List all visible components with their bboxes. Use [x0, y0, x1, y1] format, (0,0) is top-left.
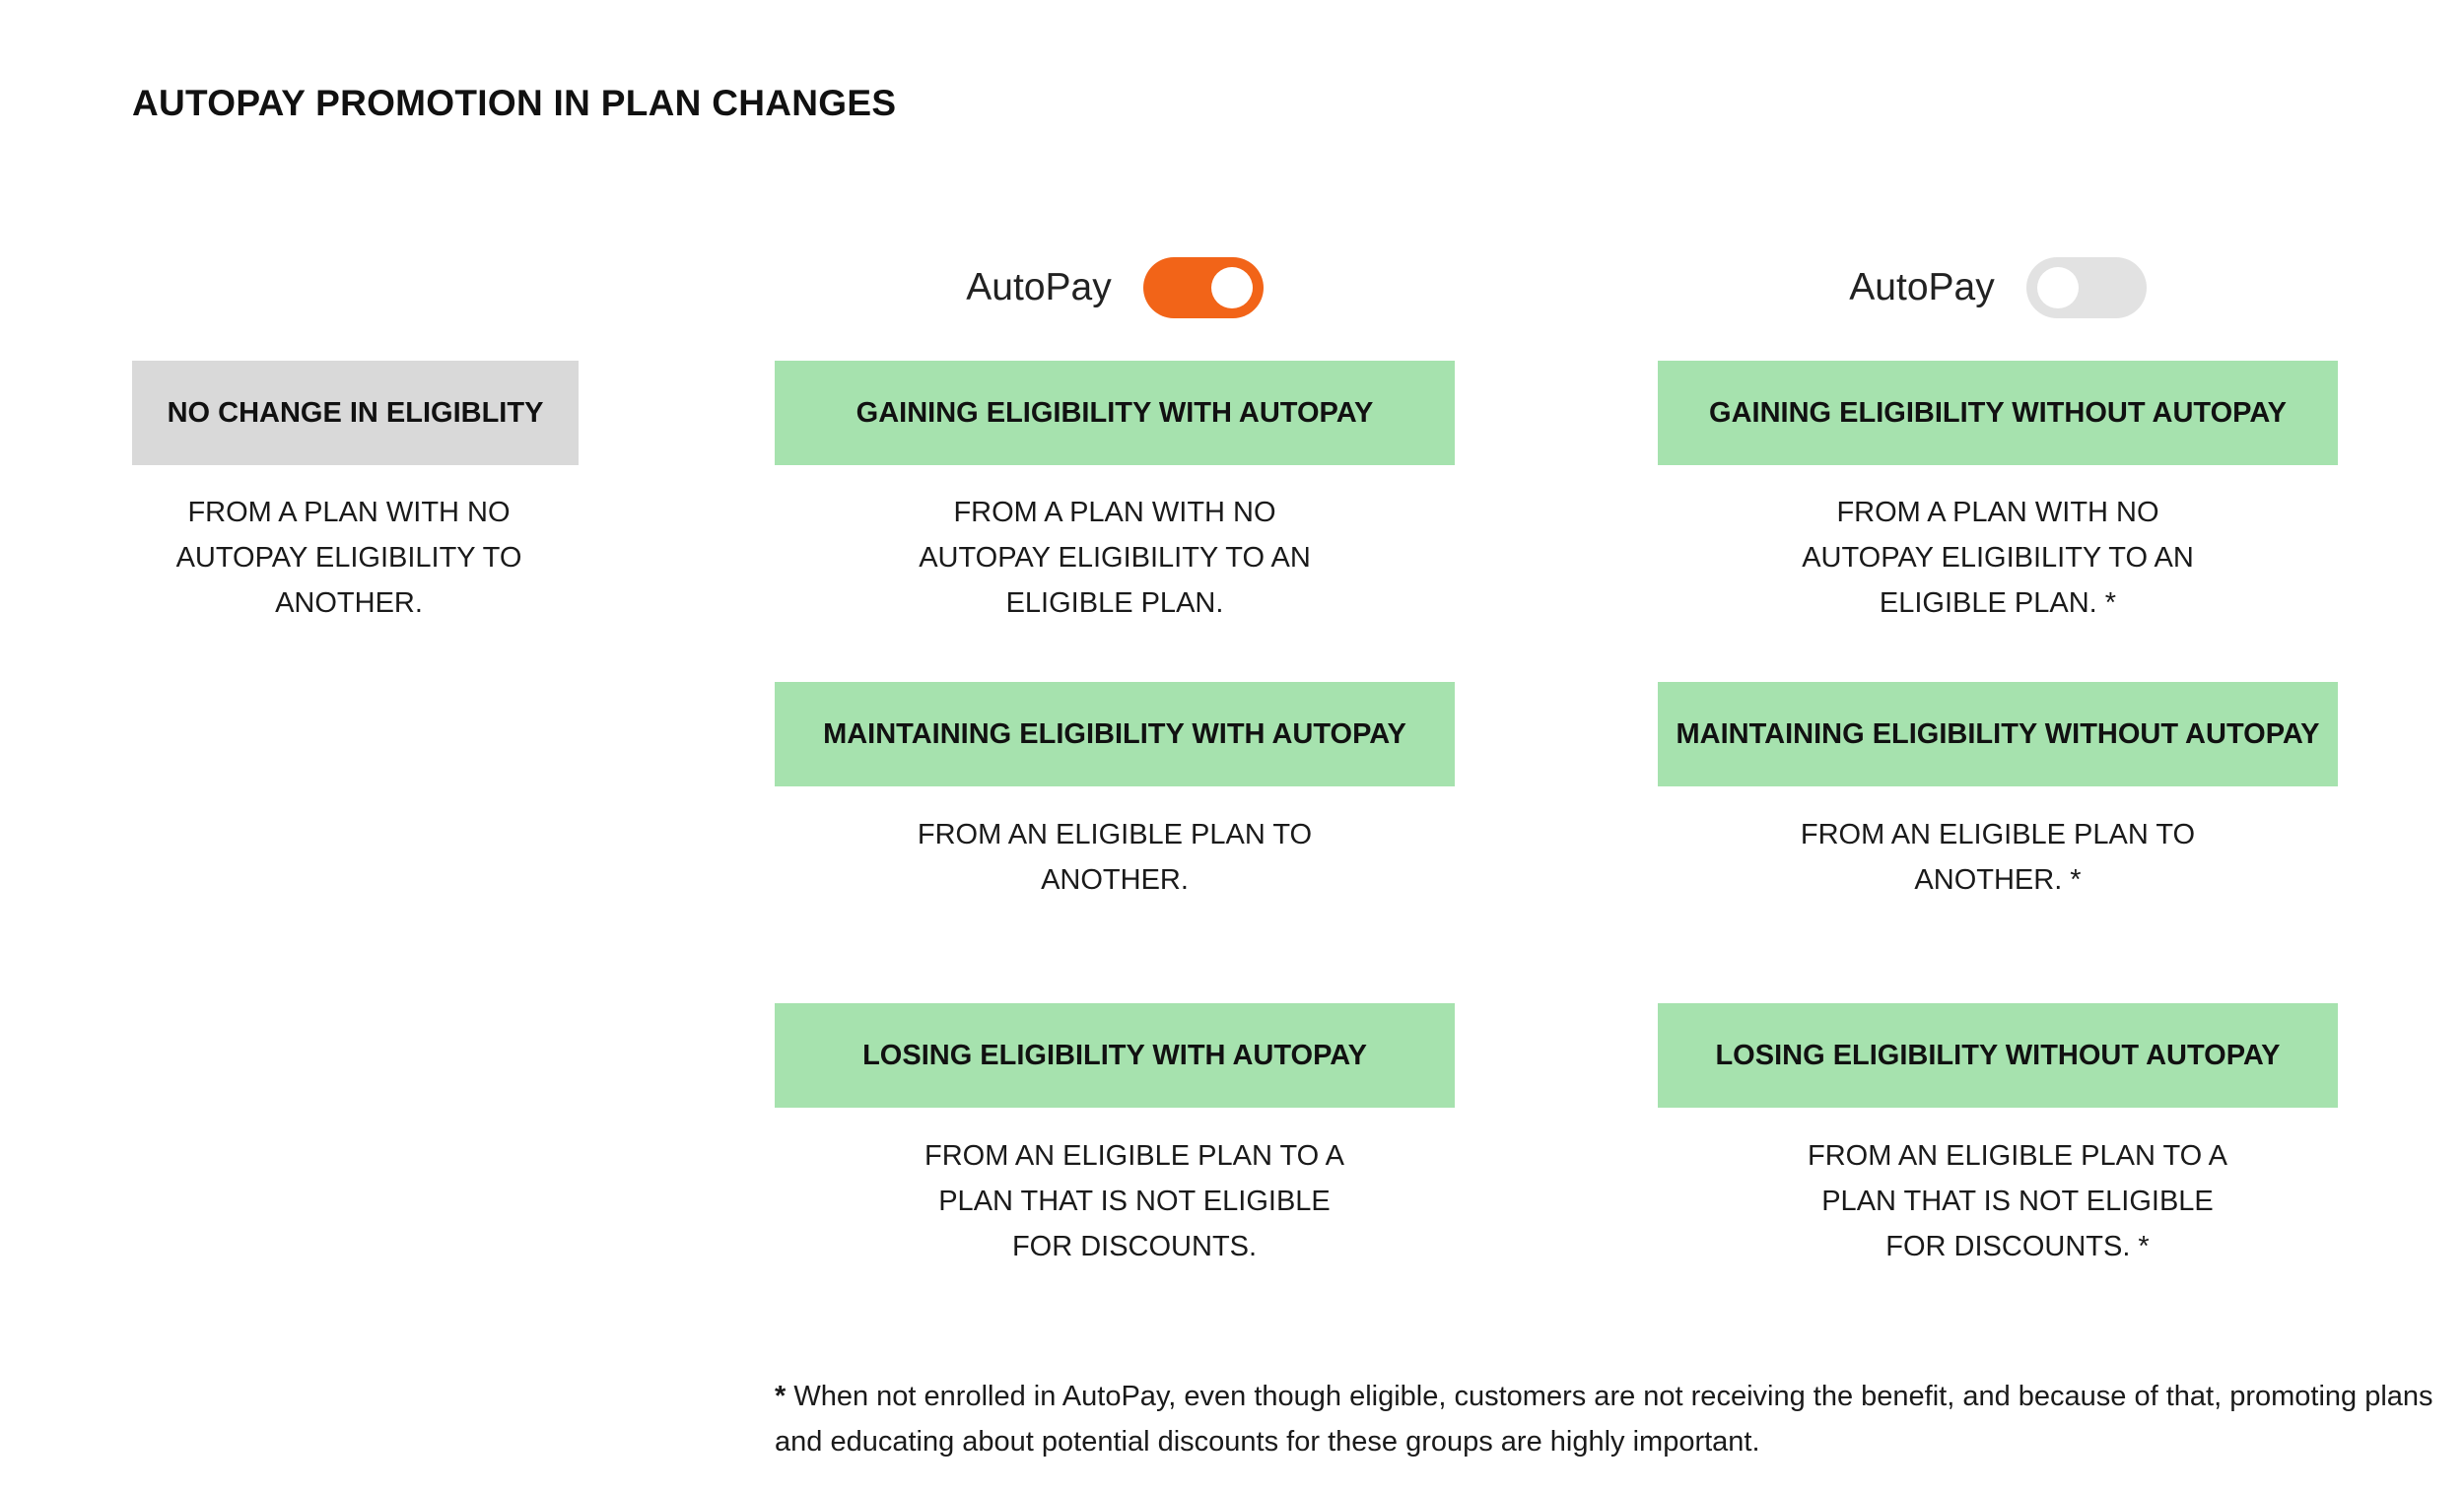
- autopay-toggle-off-row: [1658, 254, 2338, 321]
- losing-without-autopay-box: [1658, 1003, 2338, 1108]
- maintaining-without-autopay-heading: MAINTAINING ELIGIBILITY WITHOUT AUTOPAY: [1676, 717, 2320, 750]
- gaining-with-autopay-box: [775, 361, 1455, 465]
- gaining-with-autopay-heading: GAINING ELIGIBILITY WITH AUTOPAY: [856, 396, 1374, 429]
- autopay-toggle-on-row: [775, 254, 1455, 321]
- losing-without-autopay-heading: LOSING ELIGIBILITY WITHOUT AUTOPAY: [1715, 1039, 2281, 1071]
- autopay-toggle-label: AutoPay: [966, 266, 1112, 308]
- gaining-with-autopay-description: FROM A PLAN WITH NO AUTOPAY ELIGIBILITY TO AN ELIGIBLE PLAN.: [919, 497, 1311, 619]
- page-title: AUTOPAY PROMOTION IN PLAN CHANGES: [132, 83, 897, 123]
- losing-without-autopay-description: FROM AN ELIGIBLE PLAN TO A PLAN THAT IS NOT ELIGIBLE FOR DISCOUNTS. *: [1807, 1140, 2228, 1262]
- losing-with-autopay-box: [775, 1003, 1455, 1108]
- maintaining-without-autopay-box: [1658, 682, 2338, 786]
- gaining-without-autopay-description: FROM A PLAN WITH NO AUTOPAY ELIGIBILITY TO AN ELIGIBLE PLAN. *: [1802, 497, 2194, 619]
- autopay-toggle-label: AutoPay: [1849, 266, 1995, 308]
- toggle-knob: [2037, 267, 2079, 308]
- toggle-knob: [1211, 267, 1253, 308]
- maintaining-with-autopay-box: [775, 682, 1455, 786]
- gaining-without-autopay-heading: GAINING ELIGIBILITY WITHOUT AUTOPAY: [1709, 396, 2287, 429]
- losing-with-autopay-heading: LOSING ELIGIBILITY WITH AUTOPAY: [862, 1039, 1367, 1071]
- no-change-description: FROM A PLAN WITH NO AUTOPAY ELIGIBILITY TO ANOTHER.: [175, 497, 522, 619]
- autopay-toggle-switch-off[interactable]: [2026, 257, 2147, 318]
- footnote: [775, 1374, 2440, 1464]
- no-change-heading-box: [132, 361, 579, 465]
- no-change-heading: NO CHANGE IN ELIGIBLITY: [167, 396, 544, 429]
- maintaining-with-autopay-heading: MAINTAINING ELIGIBILITY WITH AUTOPAY: [823, 717, 1406, 750]
- losing-with-autopay-description: FROM AN ELIGIBLE PLAN TO A PLAN THAT IS NOT ELIGIBLE FOR DISCOUNTS.: [924, 1140, 1345, 1262]
- maintaining-with-autopay-description: FROM AN ELIGIBLE PLAN TO ANOTHER.: [917, 819, 1313, 896]
- footnote-marker: *: [775, 1381, 787, 1412]
- footnote-text: When not enrolled in AutoPay, even though eligible, customers are not receiving the benefit, and because of that, promoting plans and educating about potential discounts for these groups are highly important.: [775, 1381, 2433, 1458]
- gaining-without-autopay-box: [1658, 361, 2338, 465]
- maintaining-without-autopay-description: FROM AN ELIGIBLE PLAN TO ANOTHER. *: [1800, 819, 2196, 896]
- autopay-toggle-switch-on[interactable]: [1143, 257, 1264, 318]
